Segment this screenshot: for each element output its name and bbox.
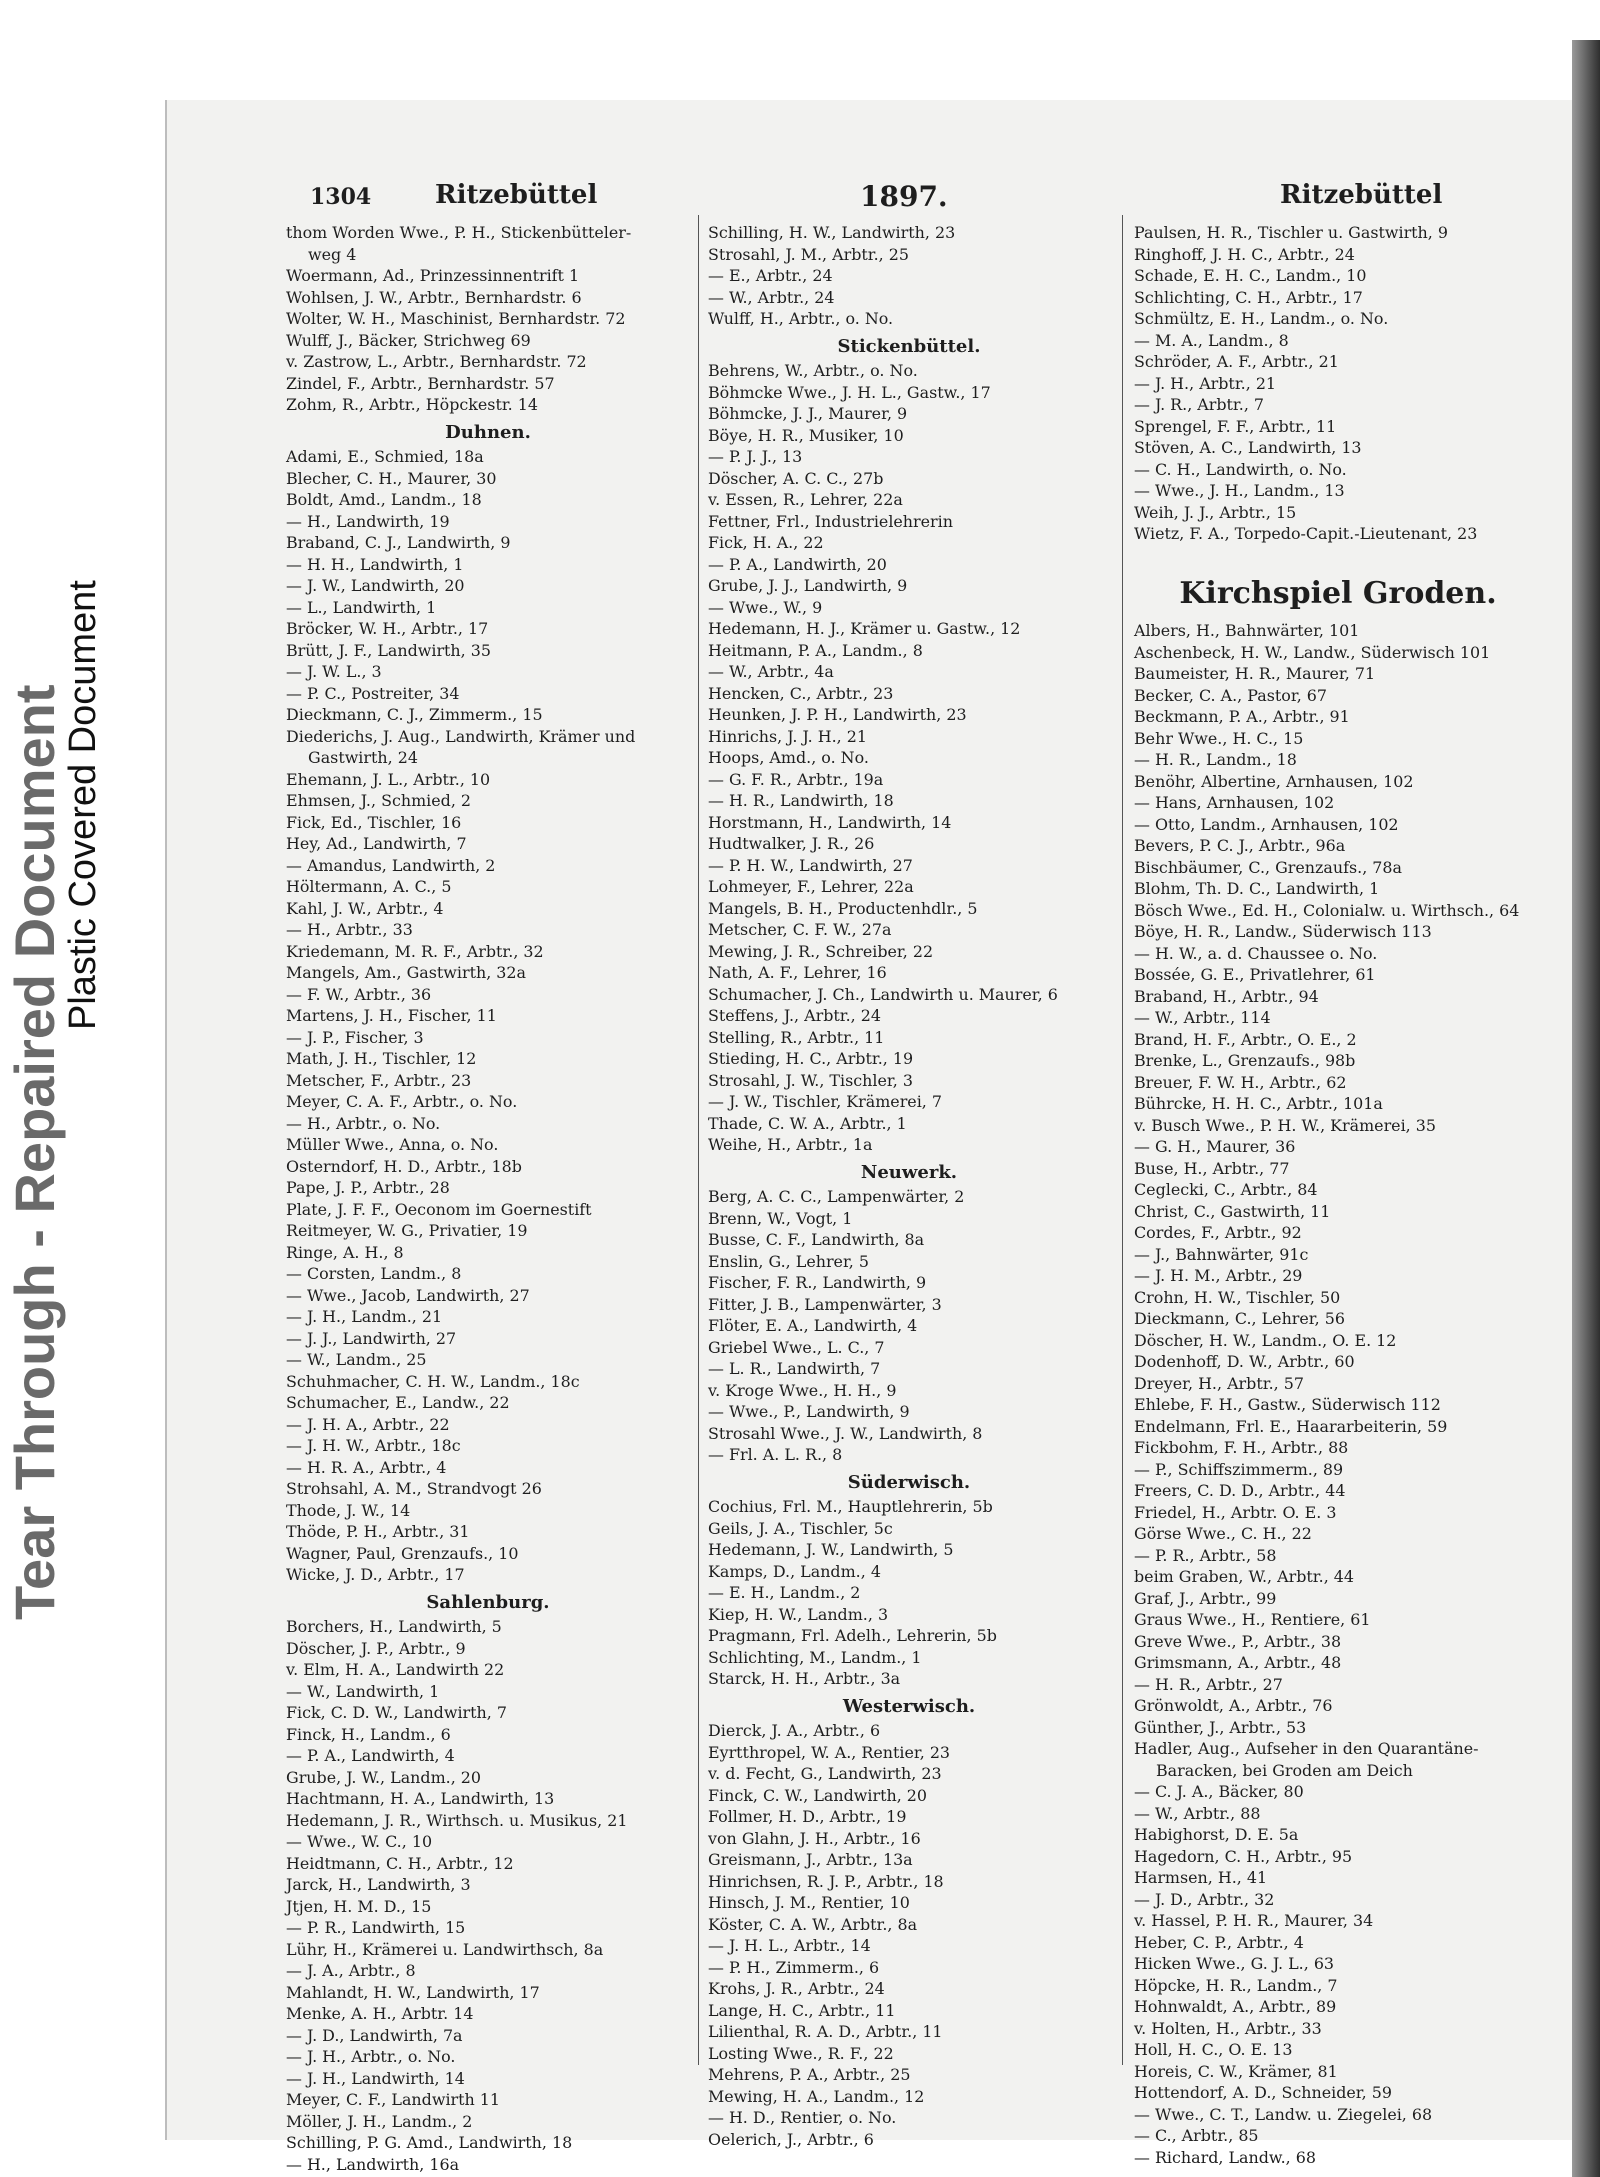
header-right-title: Ritzebüttel bbox=[1280, 180, 1443, 210]
directory-entry: Lühr, H., Krämerei u. Landwirthsch, 8a bbox=[286, 1939, 604, 1959]
directory-entry: Freers, C. D. D., Arbtr., 44 bbox=[1134, 1481, 1346, 1500]
directory-entry: — H., Landwirth, 19 bbox=[286, 511, 450, 531]
directory-entry: Heidtmann, C. H., Arbtr., 12 bbox=[286, 1853, 514, 1873]
directory-entry: Crohn, H. W., Tischler, 50 bbox=[1134, 1287, 1341, 1307]
directory-entry: Diederichs, J. Aug., Landwirth, Krämer und bbox=[286, 726, 636, 746]
directory-entry: Dreyer, H., Arbtr., 57 bbox=[1134, 1373, 1304, 1393]
directory-entry: Thade, C. W. A., Arbtr., 1 bbox=[708, 1113, 907, 1133]
directory-entry: Dieckmann, C., Lehrer, 56 bbox=[1134, 1309, 1345, 1328]
directory-entry: Hicken Wwe., G. J. L., 63 bbox=[1134, 1954, 1335, 1973]
directory-entry: Hudtwalker, J. R., 26 bbox=[708, 834, 875, 853]
directory-entry: — W., Arbtr., 88 bbox=[1134, 1803, 1261, 1823]
directory-entry: Schade, E. H. C., Landm., 10 bbox=[1134, 266, 1367, 285]
directory-entry: Ehemann, J. L., Arbtr., 10 bbox=[286, 769, 491, 789]
directory-entry: Wohlsen, J. W., Arbtr., Bernhardstr. 6 bbox=[286, 287, 582, 307]
directory-entry: — Wwe., J. H., Landm., 13 bbox=[1134, 481, 1345, 500]
directory-column-3 bbox=[1134, 222, 1542, 2167]
directory-entry: Hey, Ad., Landwirth, 7 bbox=[286, 834, 467, 853]
directory-entry: Höpcke, H. R., Landm., 7 bbox=[1134, 1975, 1338, 1995]
directory-entry: Mewing, H. A., Landm., 12 bbox=[708, 2086, 925, 2106]
directory-entry: — G. F. R., Arbtr., 19a bbox=[708, 769, 884, 789]
directory-entry: Fick, Ed., Tischler, 16 bbox=[286, 812, 462, 832]
directory-entry: — Frl. A. L. R., 8 bbox=[708, 1445, 843, 1464]
directory-entry: — P. C., Postreiter, 34 bbox=[286, 683, 460, 703]
directory-entry: Kiep, H. W., Landm., 3 bbox=[708, 1604, 889, 1624]
directory-entry: Wietz, F. A., Torpedo-Capit.-Lieutenant, 23 bbox=[1134, 524, 1478, 543]
directory-entry: Mangels, B. H., Productenhdlr., 5 bbox=[708, 898, 978, 918]
section-heading: Sahlenburg. bbox=[426, 1591, 550, 1613]
directory-entry: Cordes, F., Arbtr., 92 bbox=[1134, 1223, 1302, 1242]
directory-entry: — H. R., Arbtr., 27 bbox=[1134, 1674, 1283, 1694]
directory-entry: — Corsten, Landm., 8 bbox=[286, 1264, 462, 1283]
directory-entry: Wicke, J. D., Arbtr., 17 bbox=[286, 1565, 465, 1584]
plastic-cover-note: Plastic Covered Document bbox=[62, 580, 104, 1030]
directory-entry: Ehlebe, F. H., Gastw., Süderwisch 112 bbox=[1134, 1395, 1441, 1414]
directory-entry: Braband, H., Arbtr., 94 bbox=[1134, 986, 1319, 1006]
directory-entry: Metscher, C. F. W., 27a bbox=[708, 920, 892, 939]
directory-entry: Dieckmann, C. J., Zimmerm., 15 bbox=[286, 705, 543, 724]
directory-entry: — H. W., a. d. Chaussee o. No. bbox=[1134, 943, 1378, 963]
directory-entry: Math, J. H., Tischler, 12 bbox=[286, 1049, 477, 1068]
header-year: 1897. bbox=[860, 180, 948, 213]
directory-entry: — J. H. L., Arbtr., 14 bbox=[708, 1936, 871, 1955]
directory-entry: Grönwoldt, A., Arbtr., 76 bbox=[1134, 1696, 1333, 1715]
directory-entry: — Wwe., P., Landwirth, 9 bbox=[708, 1402, 910, 1421]
directory-entry: Mangels, Am., Gastwirth, 32a bbox=[286, 963, 526, 982]
directory-entry: Zindel, F., Arbtr., Bernhardstr. 57 bbox=[286, 373, 555, 393]
directory-entry: Görse Wwe., C. H., 22 bbox=[1134, 1524, 1312, 1543]
directory-entry: Flöter, E. A., Landwirth, 4 bbox=[708, 1316, 918, 1335]
directory-entry: Döscher, A. C. C., 27b bbox=[708, 468, 884, 488]
directory-entry: Boldt, Amd., Landm., 18 bbox=[286, 490, 482, 509]
directory-entry: Schlichting, M., Landm., 1 bbox=[708, 1647, 922, 1667]
directory-entry: Fick, H. A., 22 bbox=[708, 533, 824, 552]
section-heading: Westerwisch. bbox=[842, 1695, 976, 1717]
directory-entry: Sprengel, F. F., Arbtr., 11 bbox=[1134, 416, 1337, 436]
directory-entry: Horstmann, H., Landwirth, 14 bbox=[708, 812, 952, 832]
directory-entry: Hedemann, H. J., Krämer u. Gastw., 12 bbox=[708, 619, 1021, 638]
page-header bbox=[150, 180, 1555, 214]
directory-entry: Endelmann, Frl. E., Haararbeiterin, 59 bbox=[1134, 1416, 1448, 1436]
directory-entry: — L., Landwirth, 1 bbox=[286, 597, 437, 617]
directory-entry: Greve Wwe., P., Arbtr., 38 bbox=[1134, 1631, 1342, 1651]
directory-entry: Christ, C., Gastwirth, 11 bbox=[1134, 1201, 1331, 1221]
directory-entry: Wolter, W. H., Maschinist, Bernhardstr. 72 bbox=[286, 309, 626, 328]
directory-entry: Hohnwaldt, A., Arbtr., 89 bbox=[1134, 1997, 1337, 2016]
directory-entry: Hadler, Aug., Aufseher in den Quarantäne- bbox=[1134, 1739, 1479, 1758]
directory-entry: Plate, J. F. F., Oeconom im Goernestift bbox=[286, 1199, 592, 1219]
directory-entry: Graus Wwe., H., Rentiere, 61 bbox=[1134, 1610, 1371, 1629]
directory-entry: Stöven, A. C., Landwirth, 13 bbox=[1134, 438, 1362, 457]
directory-entry: — J. H. A., Arbtr., 22 bbox=[286, 1414, 450, 1434]
directory-entry: — Wwe., W. C., 10 bbox=[286, 1832, 433, 1851]
directory-entry: Behrens, W., Arbtr., o. No. bbox=[708, 361, 918, 380]
directory-entry: Bröcker, W. H., Arbtr., 17 bbox=[286, 619, 489, 638]
directory-entry: Bührcke, H. H. C., Arbtr., 101a bbox=[1134, 1094, 1383, 1113]
directory-entry: Lange, H. C., Arbtr., 11 bbox=[708, 2000, 896, 2020]
directory-entry: Hinrichsen, R. J. P., Arbtr., 18 bbox=[708, 1871, 944, 1891]
directory-entry: Stieding, H. C., Arbtr., 19 bbox=[708, 1049, 914, 1068]
section-heading: Duhnen. bbox=[445, 421, 531, 443]
directory-entry: Strohsahl, A. M., Strandvogt 26 bbox=[286, 1479, 542, 1498]
directory-entry: Mahlandt, H. W., Landwirth, 17 bbox=[286, 1982, 540, 2002]
directory-entry: Strosahl Wwe., J. W., Landwirth, 8 bbox=[708, 1423, 983, 1443]
directory-entry: Schlichting, C. H., Arbtr., 17 bbox=[1134, 287, 1363, 307]
directory-entry: Eyrtthropel, W. A., Rentier, 23 bbox=[708, 1742, 951, 1762]
directory-entry: von Glahn, J. H., Arbtr., 16 bbox=[708, 1828, 921, 1848]
column-divider bbox=[1122, 215, 1123, 2065]
directory-entry: — H. R. A., Arbtr., 4 bbox=[286, 1457, 447, 1477]
directory-entry: Graf, J., Arbtr., 99 bbox=[1134, 1588, 1277, 1608]
directory-entry: — P. R., Arbtr., 58 bbox=[1134, 1545, 1277, 1565]
directory-entry: Steffens, J., Arbtr., 24 bbox=[708, 1006, 882, 1025]
directory-entry: — H., Arbtr., o. No. bbox=[286, 1113, 441, 1133]
directory-entry: — J., Bahnwärter, 91c bbox=[1134, 1244, 1309, 1264]
repair-watermark: Tear Through - Repaired Document bbox=[3, 684, 66, 1620]
directory-entry: Brütt, J. F., Landwirth, 35 bbox=[286, 640, 491, 660]
directory-entry: v. Zastrow, L., Arbtr., Bernhardstr. 72 bbox=[286, 352, 587, 371]
directory-entry: Fettner, Frl., Industrielehrerin bbox=[708, 511, 953, 531]
directory-entry: Wulff, H., Arbtr., o. No. bbox=[708, 309, 894, 328]
directory-entry: Osterndorf, H. D., Arbtr., 18b bbox=[286, 1156, 522, 1176]
directory-entry: Schumacher, J. Ch., Landwirth u. Maurer, 6 bbox=[708, 984, 1058, 1004]
directory-entry: Kriedemann, M. R. F., Arbtr., 32 bbox=[286, 941, 544, 961]
directory-entry: — H. R., Landm., 18 bbox=[1134, 750, 1297, 769]
directory-entry: Böhmcke Wwe., J. H. L., Gastw., 17 bbox=[708, 382, 991, 402]
directory-entry: Hedemann, J. R., Wirthsch. u. Musikus, 21 bbox=[286, 1810, 628, 1830]
directory-entry: — J. H. W., Arbtr., 18c bbox=[286, 1436, 461, 1455]
directory-entry: — P. H. W., Landwirth, 27 bbox=[708, 855, 913, 875]
column-divider bbox=[698, 215, 699, 2065]
directory-entry: Starck, H. H., Arbtr., 3a bbox=[708, 1669, 901, 1688]
directory-entry: — J. W. L., 3 bbox=[286, 662, 382, 681]
directory-entry: Kahl, J. W., Arbtr., 4 bbox=[286, 898, 444, 918]
directory-entry: Döscher, H. W., Landm., O. E. 12 bbox=[1134, 1330, 1397, 1350]
directory-entry: Krohs, J. R., Arbtr., 24 bbox=[708, 1979, 885, 1998]
directory-entry: Beckmann, P. A., Arbtr., 91 bbox=[1134, 707, 1350, 726]
directory-entry: — P., Schiffszimmerm., 89 bbox=[1134, 1459, 1344, 1479]
directory-entry: Albers, H., Bahnwärter, 101 bbox=[1134, 621, 1360, 640]
directory-entry: — J. H., Landwirth, 14 bbox=[286, 2068, 465, 2088]
directory-entry: Grube, J. W., Landm., 20 bbox=[286, 1767, 482, 1787]
directory-entry: Brenke, L., Grenzaufs., 98b bbox=[1134, 1051, 1356, 1070]
directory-entry: Ringhoff, J. H. C., Arbtr., 24 bbox=[1134, 244, 1355, 264]
directory-entry: Paulsen, H. R., Tischler u. Gastwirth, 9 bbox=[1134, 223, 1449, 242]
section-heading: Neuwerk. bbox=[860, 1161, 958, 1183]
directory-entry: Metscher, F., Arbtr., 23 bbox=[286, 1070, 472, 1090]
directory-entry: — Amandus, Landwirth, 2 bbox=[286, 855, 496, 875]
directory-entry: v. Essen, R., Lehrer, 22a bbox=[708, 490, 903, 509]
directory-entry: Fickbohm, F. H., Arbtr., 88 bbox=[1134, 1438, 1349, 1457]
directory-entry: Meyer, C. A. F., Arbtr., o. No. bbox=[286, 1092, 518, 1111]
directory-entry: Ceglecki, C., Arbtr., 84 bbox=[1134, 1180, 1318, 1199]
directory-entry: — H., Landwirth, 16a bbox=[286, 2154, 460, 2174]
directory-entry: thom Worden Wwe., P. H., Stickenbütteler- bbox=[286, 223, 632, 242]
directory-entry: Fick, C. D. W., Landwirth, 7 bbox=[286, 1703, 507, 1722]
directory-entry: Lohmeyer, F., Lehrer, 22a bbox=[708, 877, 914, 896]
directory-entry: Pape, J. P., Arbtr., 28 bbox=[286, 1178, 450, 1197]
directory-entry: weg 4 bbox=[308, 244, 357, 264]
directory-entry: Thode, J. W., 14 bbox=[286, 1500, 411, 1520]
directory-entry: Schröder, A. F., Arbtr., 21 bbox=[1134, 352, 1339, 371]
directory-entry: Menke, A. H., Arbtr. 14 bbox=[286, 2004, 474, 2023]
directory-entry: Brand, H. F., Arbtr., O. E., 2 bbox=[1134, 1029, 1357, 1049]
directory-entry: — F. W., Arbtr., 36 bbox=[286, 984, 432, 1004]
directory-entry: Baracken, bei Groden am Deich bbox=[1156, 1760, 1413, 1780]
directory-entry: Greismann, J., Arbtr., 13a bbox=[708, 1850, 913, 1869]
directory-entry: Zohm, R., Arbtr., Höpckestr. 14 bbox=[286, 395, 539, 414]
directory-entry: Mewing, J. R., Schreiber, 22 bbox=[708, 941, 934, 961]
directory-entry: Losting Wwe., R. F., 22 bbox=[708, 2043, 894, 2063]
directory-entry: — J. H., Arbtr., 21 bbox=[1134, 373, 1277, 393]
directory-entry: Holl, H. C., O. E. 13 bbox=[1134, 2040, 1293, 2059]
directory-entry: — J. H., Landm., 21 bbox=[286, 1307, 443, 1326]
directory-entry: Mehrens, P. A., Arbtr., 25 bbox=[708, 2065, 911, 2084]
directory-entry: Bösch Wwe., Ed. H., Colonialw. u. Wirthsch., 64 bbox=[1134, 900, 1520, 920]
directory-entry: Blecher, C. H., Maurer, 30 bbox=[286, 468, 497, 488]
directory-entry: — H. R., Landwirth, 18 bbox=[708, 791, 894, 810]
directory-entry: — W., Landm., 25 bbox=[286, 1350, 427, 1369]
directory-entry: Borchers, H., Landwirth, 5 bbox=[286, 1617, 502, 1636]
directory-entry: Grimsmann, A., Arbtr., 48 bbox=[1134, 1653, 1342, 1672]
directory-entry: Möller, J. H., Landm., 2 bbox=[286, 2111, 473, 2131]
directory-entry: Schilling, H. W., Landwirth, 23 bbox=[708, 223, 956, 242]
directory-entry: — C. J. A., Bäcker, 80 bbox=[1134, 1782, 1304, 1801]
directory-entry: Hagedorn, C. H., Arbtr., 95 bbox=[1134, 1846, 1353, 1866]
directory-entry: Gastwirth, 24 bbox=[308, 748, 418, 767]
directory-entry: Reitmeyer, W. G., Privatier, 19 bbox=[286, 1221, 528, 1240]
directory-entry: Buse, H., Arbtr., 77 bbox=[1134, 1158, 1290, 1178]
directory-entry: — J. D., Arbtr., 32 bbox=[1134, 1889, 1275, 1909]
directory-entry: Brenn, W., Vogt, 1 bbox=[708, 1208, 853, 1228]
directory-entry: Jtjen, H. M. D., 15 bbox=[286, 1896, 432, 1916]
section-heading: Kirchspiel Groden. bbox=[1179, 575, 1497, 611]
directory-entry: Cochius, Frl. M., Hauptlehrerin, 5b bbox=[708, 1497, 993, 1516]
directory-entry: Schmültz, E. H., Landm., o. No. bbox=[1134, 309, 1389, 328]
directory-entry: Blohm, Th. D. C., Landwirth, 1 bbox=[1134, 879, 1380, 898]
directory-entry: — Richard, Landw., 68 bbox=[1134, 2147, 1316, 2167]
directory-entry: Adami, E., Schmied, 18a bbox=[286, 447, 484, 466]
directory-entry: Harmsen, H., 41 bbox=[1134, 1868, 1268, 1887]
directory-entry: — J. H., Arbtr., o. No. bbox=[286, 2047, 456, 2066]
directory-entry: Bossée, G. E., Privatlehrer, 61 bbox=[1134, 965, 1376, 984]
directory-entry: — J. A., Arbtr., 8 bbox=[286, 1961, 416, 1980]
directory-entry: Benöhr, Albertine, Arnhausen, 102 bbox=[1134, 771, 1414, 791]
directory-entry: — H. H., Landwirth, 1 bbox=[286, 554, 464, 574]
directory-entry: Finck, C. W., Landwirth, 20 bbox=[708, 1785, 928, 1805]
directory-entry: Wagner, Paul, Grenzaufs., 10 bbox=[286, 1543, 519, 1563]
directory-entry: — J. W., Landwirth, 20 bbox=[286, 576, 465, 595]
directory-entry: Busse, C. F., Landwirth, 8a bbox=[708, 1230, 925, 1249]
directory-entry: — C. H., Landwirth, o. No. bbox=[1134, 459, 1347, 479]
directory-entry: Heber, C. P., Arbtr., 4 bbox=[1134, 1932, 1304, 1952]
directory-entry: Martens, J. H., Fischer, 11 bbox=[286, 1006, 497, 1025]
directory-entry: Behr Wwe., H. C., 15 bbox=[1134, 728, 1304, 748]
directory-entry: — W., Arbtr., 24 bbox=[708, 287, 835, 307]
directory-entry: Kamps, D., Landm., 4 bbox=[708, 1561, 881, 1581]
directory-entry: Habighorst, D. E. 5a bbox=[1134, 1825, 1299, 1844]
directory-entry: Ehmsen, J., Schmied, 2 bbox=[286, 791, 472, 810]
directory-entry: Hoops, Amd., o. No. bbox=[708, 748, 869, 767]
directory-entry: Enslin, G., Lehrer, 5 bbox=[708, 1251, 870, 1271]
directory-entry: — L. R., Landwirth, 7 bbox=[708, 1359, 881, 1378]
directory-entry: Berg, A. C. C., Lampenwärter, 2 bbox=[708, 1187, 965, 1206]
directory-entry: Höltermann, A. C., 5 bbox=[286, 877, 452, 896]
directory-entry: — P. A., Landwirth, 20 bbox=[708, 554, 887, 574]
directory-entry: v. Kroge Wwe., H. H., 9 bbox=[708, 1380, 897, 1400]
directory-entry: Oelerich, J., Arbtr., 6 bbox=[708, 2129, 874, 2149]
directory-entry: v. Elm, H. A., Landwirth 22 bbox=[286, 1660, 505, 1679]
directory-entry: Baumeister, H. R., Maurer, 71 bbox=[1134, 664, 1376, 683]
directory-entry: — J. P., Fischer, 3 bbox=[286, 1027, 424, 1047]
directory-entry: Hencken, C., Arbtr., 23 bbox=[708, 683, 894, 703]
directory-entry: Pragmann, Frl. Adelh., Lehrerin, 5b bbox=[708, 1626, 997, 1645]
directory-entry: — Otto, Landm., Arnhausen, 102 bbox=[1134, 814, 1399, 834]
directory-entry: Follmer, H. D., Arbtr., 19 bbox=[708, 1807, 907, 1826]
directory-entry: Wulff, J., Bäcker, Strichweg 69 bbox=[286, 330, 531, 350]
directory-entry: Strosahl, J. W., Tischler, 3 bbox=[708, 1070, 913, 1090]
directory-entry: Schilling, P. G. Amd., Landwirth, 18 bbox=[286, 2133, 573, 2152]
directory-entry: Finck, H., Landm., 6 bbox=[286, 1724, 451, 1744]
directory-column-2 bbox=[708, 222, 1110, 2149]
directory-entry: Böye, H. R., Musiker, 10 bbox=[708, 425, 904, 445]
directory-entry: Müller Wwe., Anna, o. No. bbox=[286, 1135, 499, 1154]
directory-entry: Woermann, Ad., Prinzessinnentrift 1 bbox=[286, 266, 580, 285]
directory-entry: v. Holten, H., Arbtr., 33 bbox=[1134, 2018, 1322, 2038]
page-edge-shadow bbox=[1572, 40, 1600, 2177]
directory-entry: Breuer, F. W. H., Arbtr., 62 bbox=[1134, 1072, 1347, 1092]
directory-entry: Böhmcke, J. J., Maurer, 9 bbox=[708, 404, 908, 423]
directory-entry: — Wwe., Jacob, Landwirth, 27 bbox=[286, 1285, 530, 1305]
directory-entry: v. Hassel, P. H. R., Maurer, 34 bbox=[1134, 1911, 1374, 1930]
directory-entry: Fitter, J. B., Lampenwärter, 3 bbox=[708, 1294, 942, 1314]
directory-entry: Bischbäumer, C., Grenzaufs., 78a bbox=[1134, 857, 1402, 877]
directory-entry: — J. J., Landwirth, 27 bbox=[286, 1328, 457, 1348]
directory-entry: — P. R., Landwirth, 15 bbox=[286, 1918, 466, 1937]
directory-entry: — E. H., Landm., 2 bbox=[708, 1583, 861, 1602]
directory-entry: Meyer, C. F., Landwirth 11 bbox=[286, 2090, 501, 2109]
directory-entry: Hedemann, J. W., Landwirth, 5 bbox=[708, 1540, 954, 1559]
directory-entry: Bevers, P. C. J., Arbtr., 96a bbox=[1134, 836, 1346, 855]
section-heading: Stickenbüttel. bbox=[837, 335, 981, 357]
directory-entry: — G. H., Maurer, 36 bbox=[1134, 1137, 1296, 1156]
directory-entry: Hinrichs, J. J. H., 21 bbox=[708, 726, 867, 746]
directory-entry: Horeis, C. W., Krämer, 81 bbox=[1134, 2061, 1338, 2081]
directory-entry: Heitmann, P. A., Landm., 8 bbox=[708, 640, 923, 660]
directory-entry: Friedel, H., Arbtr. O. E. 3 bbox=[1134, 1502, 1337, 1522]
directory-entry: — P. H., Zimmerm., 6 bbox=[708, 1957, 880, 1977]
directory-entry: — P. J. J., 13 bbox=[708, 447, 803, 466]
directory-entry: Heunken, J. P. H., Landwirth, 23 bbox=[708, 705, 967, 724]
header-left-title: Ritzebüttel bbox=[435, 180, 598, 210]
directory-entry: — W., Landwirth, 1 bbox=[286, 1681, 440, 1701]
directory-entry: Geils, J. A., Tischler, 5c bbox=[708, 1518, 893, 1538]
page-number: 1304 bbox=[310, 184, 372, 210]
directory-entry: Aschenbeck, H. W., Landw., Süderwisch 101 bbox=[1134, 642, 1491, 662]
directory-entry: Griebel Wwe., L. C., 7 bbox=[708, 1337, 885, 1357]
directory-entry: Strosahl, J. M., Arbtr., 25 bbox=[708, 244, 909, 264]
directory-entry: — M. A., Landm., 8 bbox=[1134, 330, 1289, 350]
section-heading: Süderwisch. bbox=[847, 1471, 971, 1493]
directory-entry: Schumacher, E., Landw., 22 bbox=[286, 1393, 510, 1412]
directory-entry: Lilienthal, R. A. D., Arbtr., 11 bbox=[708, 2022, 943, 2041]
directory-entry: — J. H. M., Arbtr., 29 bbox=[1134, 1266, 1303, 1285]
directory-entry: Nath, A. F., Lehrer, 16 bbox=[708, 963, 887, 982]
directory-entry: — J. D., Landwirth, 7a bbox=[286, 2025, 463, 2045]
directory-entry: — Wwe., C. T., Landw. u. Ziegelei, 68 bbox=[1134, 2104, 1433, 2124]
directory-entry: v. Busch Wwe., P. H. W., Krämerei, 35 bbox=[1134, 1115, 1436, 1135]
directory-entry: — J. R., Arbtr., 7 bbox=[1134, 395, 1265, 414]
directory-entry: Hottendorf, A. D., Schneider, 59 bbox=[1134, 2083, 1392, 2102]
directory-entry: — W., Arbtr., 4a bbox=[708, 662, 834, 681]
directory-entry: Grube, J. J., Landwirth, 9 bbox=[708, 576, 908, 595]
directory-entry: Jarck, H., Landwirth, 3 bbox=[286, 1875, 471, 1894]
directory-entry: Becker, C. A., Pastor, 67 bbox=[1134, 685, 1328, 705]
directory-entry: Döscher, J. P., Arbtr., 9 bbox=[286, 1638, 466, 1658]
directory-entry: v. d. Fecht, G., Landwirth, 23 bbox=[708, 1764, 942, 1783]
directory-entry: — H. D., Rentier, o. No. bbox=[708, 2108, 897, 2127]
directory-entry: Weih, J. J., Arbtr., 15 bbox=[1134, 502, 1297, 522]
directory-entry: — W., Arbtr., 114 bbox=[1134, 1008, 1271, 1027]
directory-entry: — H., Arbtr., 33 bbox=[286, 920, 413, 939]
directory-entry: — C., Arbtr., 85 bbox=[1134, 2126, 1259, 2145]
directory-entry: Günther, J., Arbtr., 53 bbox=[1134, 1717, 1307, 1737]
directory-entry: Fischer, F. R., Landwirth, 9 bbox=[708, 1273, 927, 1292]
directory-entry: — J. W., Tischler, Krämerei, 7 bbox=[708, 1092, 943, 1111]
directory-entry: Schuhmacher, C. H. W., Landm., 18c bbox=[286, 1371, 580, 1391]
directory-entry: Hachtmann, H. A., Landwirth, 13 bbox=[286, 1789, 555, 1808]
directory-entry: Thöde, P. H., Arbtr., 31 bbox=[286, 1522, 470, 1541]
directory-entry: — Hans, Arnhausen, 102 bbox=[1134, 793, 1335, 812]
directory-entry: Weihe, H., Arbtr., 1a bbox=[708, 1135, 873, 1154]
directory-entry: Stelling, R., Arbtr., 11 bbox=[708, 1027, 885, 1047]
directory-column-1 bbox=[286, 222, 690, 2174]
directory-entry: Ringe, A. H., 8 bbox=[286, 1242, 404, 1262]
directory-entry: Dodenhoff, D. W., Arbtr., 60 bbox=[1134, 1352, 1355, 1371]
directory-entry: Hinsch, J. M., Rentier, 10 bbox=[708, 1893, 910, 1912]
directory-entry: Braband, C. J., Landwirth, 9 bbox=[286, 533, 511, 552]
directory-entry: beim Graben, W., Arbtr., 44 bbox=[1134, 1567, 1355, 1586]
directory-entry: Dierck, J. A., Arbtr., 6 bbox=[708, 1721, 881, 1740]
directory-entry: Köster, C. A. W., Arbtr., 8a bbox=[708, 1914, 918, 1934]
directory-entry: — P. A., Landwirth, 4 bbox=[286, 1746, 455, 1765]
directory-entry: — E., Arbtr., 24 bbox=[708, 266, 833, 285]
directory-entry: Böye, H. R., Landw., Süderwisch 113 bbox=[1134, 922, 1432, 941]
directory-entry: — Wwe., W., 9 bbox=[708, 597, 823, 617]
